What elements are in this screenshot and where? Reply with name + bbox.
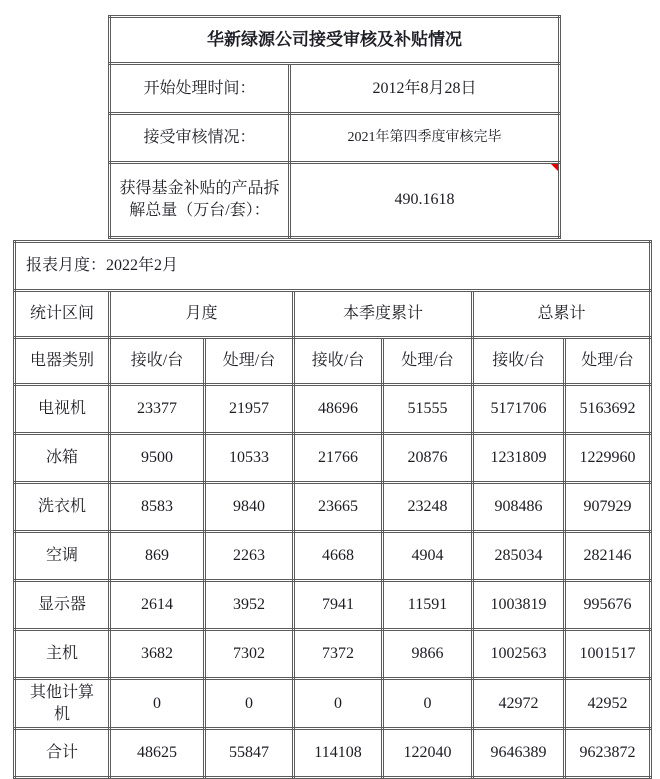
- start-time-value: 2012年8月28日: [290, 64, 560, 114]
- data-cell: 285034: [473, 532, 565, 581]
- data-cell: 8583: [110, 483, 205, 532]
- data-cell: 55847: [205, 729, 294, 778]
- data-cell: 5171706: [473, 385, 565, 434]
- report-month-label: 报表月度：: [26, 257, 107, 275]
- data-cell: 10533: [205, 434, 294, 483]
- data-cell: 907929: [565, 483, 651, 532]
- summary-title-row: [110, 17, 560, 64]
- group-header-month: 月度: [110, 291, 294, 338]
- data-cell: 23665: [294, 483, 383, 532]
- category-cell: 冰箱: [15, 434, 110, 483]
- category-cell: 其他计算机: [15, 679, 110, 729]
- data-cell: 0: [383, 679, 473, 729]
- data-cell: 1229960: [565, 434, 651, 483]
- data-cell: 1003819: [473, 581, 565, 630]
- sub-header-processed: 处理/台: [383, 338, 473, 385]
- data-cell: 11591: [383, 581, 473, 630]
- sub-header-row: [15, 338, 651, 385]
- category-cell: 空调: [15, 532, 110, 581]
- data-cell: 0: [294, 679, 383, 729]
- data-cell: 21766: [294, 434, 383, 483]
- data-cell: 20876: [383, 434, 473, 483]
- table-row-monitor: [15, 581, 651, 630]
- subsidy-total-label: 获得基金补贴的产品拆解总量（万台/套）：: [110, 163, 290, 238]
- category-cell: 显示器: [15, 581, 110, 630]
- data-cell: 9646389: [473, 729, 565, 778]
- category-cell: 合计: [15, 729, 110, 778]
- data-cell: 4668: [294, 532, 383, 581]
- data-cell: 122040: [383, 729, 473, 778]
- audit-status-label: 接受审核情况：: [110, 114, 290, 163]
- data-cell: 4904: [383, 532, 473, 581]
- data-cell: 23248: [383, 483, 473, 532]
- data-cell: 908486: [473, 483, 565, 532]
- data-cell: 3952: [205, 581, 294, 630]
- data-cell: 9866: [383, 630, 473, 679]
- comment-marker-icon: [551, 164, 558, 171]
- data-cell: 7302: [205, 630, 294, 679]
- data-cell: 48696: [294, 385, 383, 434]
- table-row-other-computer: [15, 679, 651, 729]
- summary-row-start-time: [110, 64, 560, 114]
- data-cell: 23377: [110, 385, 205, 434]
- table-row-aircon: [15, 532, 651, 581]
- table-row-mainframe: [15, 630, 651, 679]
- subsidy-total-value: [290, 163, 560, 238]
- category-cell: 主机: [15, 630, 110, 679]
- category-cell: 洗衣机: [15, 483, 110, 532]
- data-cell: 2263: [205, 532, 294, 581]
- report-table: [13, 240, 652, 779]
- sub-header-category: 电器类别: [15, 338, 110, 385]
- data-cell: 7941: [294, 581, 383, 630]
- audit-status-value: 2021年第四季度审核完毕: [290, 114, 560, 163]
- data-cell: 0: [205, 679, 294, 729]
- data-cell: 7372: [294, 630, 383, 679]
- report-month-row: [15, 242, 651, 291]
- table-row-tv: [15, 385, 651, 434]
- data-cell: 869: [110, 532, 205, 581]
- data-cell: 995676: [565, 581, 651, 630]
- data-cell: 21957: [205, 385, 294, 434]
- table-row-fridge: [15, 434, 651, 483]
- data-cell: 114108: [294, 729, 383, 778]
- summary-row-subsidy-total: [110, 163, 560, 238]
- data-cell: 5163692: [565, 385, 651, 434]
- summary-row-audit-status: [110, 114, 560, 163]
- data-cell: 42952: [565, 679, 651, 729]
- data-cell: 1002563: [473, 630, 565, 679]
- report-month-value: 2022年2月: [106, 257, 179, 275]
- table-row-total: [15, 729, 651, 778]
- data-cell: 9623872: [565, 729, 651, 778]
- data-cell: 48625: [110, 729, 205, 778]
- data-cell: 1231809: [473, 434, 565, 483]
- group-header-row: [15, 291, 651, 338]
- sub-header-received: 接收/台: [473, 338, 565, 385]
- summary-table: [108, 15, 561, 239]
- summary-table-title: 华新绿源公司接受审核及补贴情况: [110, 17, 560, 64]
- group-header-stat-range: 统计区间: [15, 291, 110, 338]
- table-row-washer: [15, 483, 651, 532]
- data-cell: 42972: [473, 679, 565, 729]
- report-month-cell: [15, 242, 651, 291]
- subsidy-total-number: 490.1618: [394, 191, 455, 209]
- start-time-label: 开始处理时间：: [110, 64, 290, 114]
- data-cell: 282146: [565, 532, 651, 581]
- data-cell: 51555: [383, 385, 473, 434]
- sub-header-processed: 处理/台: [565, 338, 651, 385]
- category-cell: 电视机: [15, 385, 110, 434]
- data-cell: 2614: [110, 581, 205, 630]
- sub-header-processed: 处理/台: [205, 338, 294, 385]
- data-cell: 3682: [110, 630, 205, 679]
- data-cell: 0: [110, 679, 205, 729]
- sub-header-received: 接收/台: [294, 338, 383, 385]
- group-header-total: 总累计: [473, 291, 651, 338]
- data-cell: 9500: [110, 434, 205, 483]
- group-header-quarter: 本季度累计: [294, 291, 473, 338]
- sub-header-received: 接收/台: [110, 338, 205, 385]
- data-cell: 1001517: [565, 630, 651, 679]
- data-cell: 9840: [205, 483, 294, 532]
